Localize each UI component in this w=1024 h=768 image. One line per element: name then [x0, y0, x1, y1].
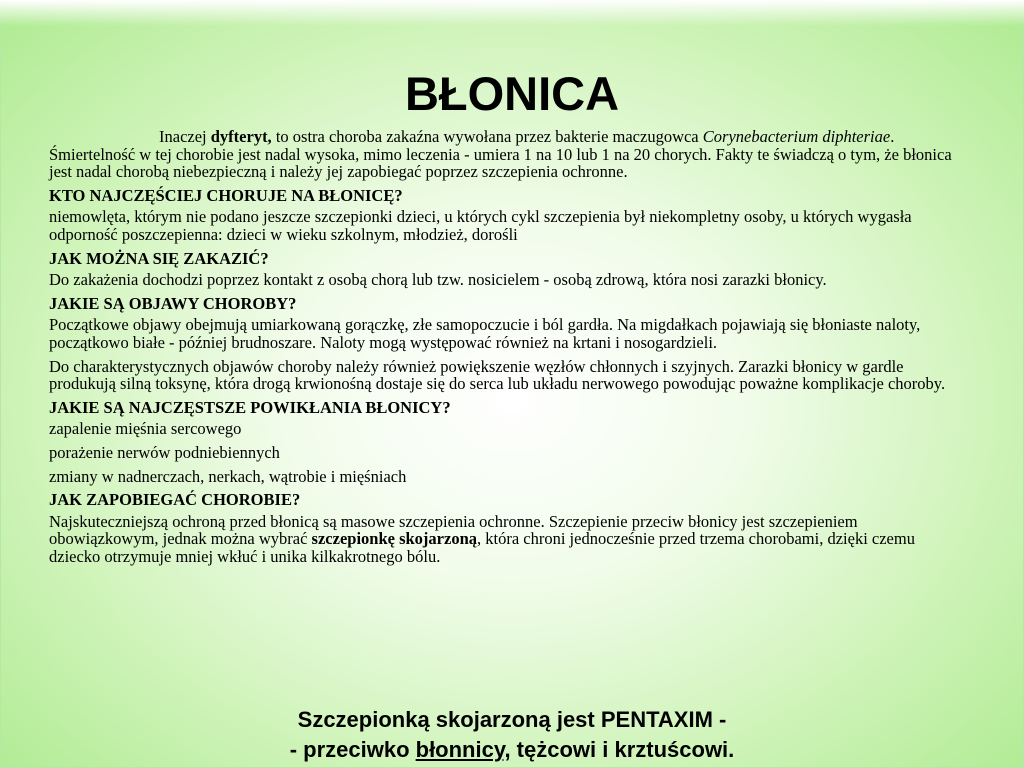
footer-line-1: Szczepionką skojarzoną jest PENTAXIM - [297, 707, 727, 732]
intro-text-2: . Śmiertelność w tej chorobie jest nadal wysoka, mimo leczenia - umiera 1 na 10 lub 1 na 20 chorych. Fakty te świadczą o tym, że błonica jest nadal chorobą niebezpieczną i należy jej zapobiegać poprzez szczepienia ochronne. [49, 127, 952, 182]
complication-item: zapalenie mięśnia sercowego [49, 419, 242, 439]
symptoms-text-1: Początkowe objawy obejmują umiarkowaną gorączkę, złe samopoczucie i ból gardła. Na migdałkach pojawiają się błoniaste naloty, początkowo białe - później brudnoszare. Naloty mogą występować również na krtani i nosogardzieli. [49, 315, 921, 352]
who-heading: KTO NAJCZĘŚCIEJ CHORUJE NA BŁONICĘ? [49, 185, 403, 205]
intro-lead: Inaczej [159, 127, 211, 146]
slide-content [49, 128, 961, 571]
intro-italic-term: Corynebacterium diphteriae [702, 127, 891, 146]
prevention-text-1: Najskuteczniejszą ochroną przed błonicą są masowe szczepienia ochronne. Szczepienie przeciw błonicy jest szczepieniem obowiązkowym, jednak można wybrać [49, 511, 858, 549]
prevention-heading: JAK ZAPOBIEGAĆ CHOROBIE? [49, 490, 301, 510]
intro-bold-term: dyfteryt, [210, 127, 272, 146]
footer [0, 705, 1024, 765]
footer-line-2-post: tężcowi i krztuścowi. [510, 737, 735, 762]
prevention-paragraph [49, 513, 961, 566]
intro-paragraph [49, 128, 961, 181]
how-text: Do zakażenia dochodzi poprzez kontakt z osobą chorą lub tzw. nosicielem - osobą zdrową, która nosi zarazki błonicy. [49, 270, 827, 290]
complication-item: zmiany w nadnerczach, nerkach, wątrobie i mięśniach [49, 466, 407, 486]
prevention-text-2: , która chroni jednocześnie przed trzema chorobami, dzięki czemu dziecko otrzymuje mniej wkłuć i unika kilkakrotnego bólu. [49, 529, 915, 566]
complications-heading: JAKIE SĄ NAJCZĘSTSZE POWIKŁANIA BŁONICY? [49, 397, 451, 417]
footer-line-2-pre: - przeciwko [289, 737, 416, 762]
how-heading: JAK MOŻNA SIĘ ZAKAZIĆ? [49, 248, 269, 268]
intro-text-1: to ostra choroba zakaźna wywołana przez bakterie maczugowca [271, 127, 703, 146]
symptoms-text-2: Do charakterystycznych objawów choroby należy również powiększenie węzłów chłonnych i szyjnych. Zarazki błonicy w gardle produkują silną toksynę, która drogą krwionośną dostaje się do serca lub układu nerwowego powodując poważne komplikacje choroby. [49, 356, 946, 394]
who-text: niemowlęta, którym nie podano jeszcze szczepionki dzieci, u których cykl szczepienia był niekompletny osoby, u których wygasła odporność poszczepienna: dzieci w wieku szkolnym, młodzież, dorośli [49, 207, 912, 244]
prevention-bold-term: szczepionkę skojarzoną [311, 529, 477, 549]
footer-underlined-word: błonnicy, [415, 737, 511, 762]
top-glow [0, 0, 1024, 26]
symptoms-heading: JAKIE SĄ OBJAWY CHOROBY? [49, 293, 297, 313]
footer-line-2 [0, 735, 1024, 765]
complication-item: porażenie nerwów podniebiennych [49, 442, 280, 462]
page-title: BŁONICA [404, 67, 620, 120]
